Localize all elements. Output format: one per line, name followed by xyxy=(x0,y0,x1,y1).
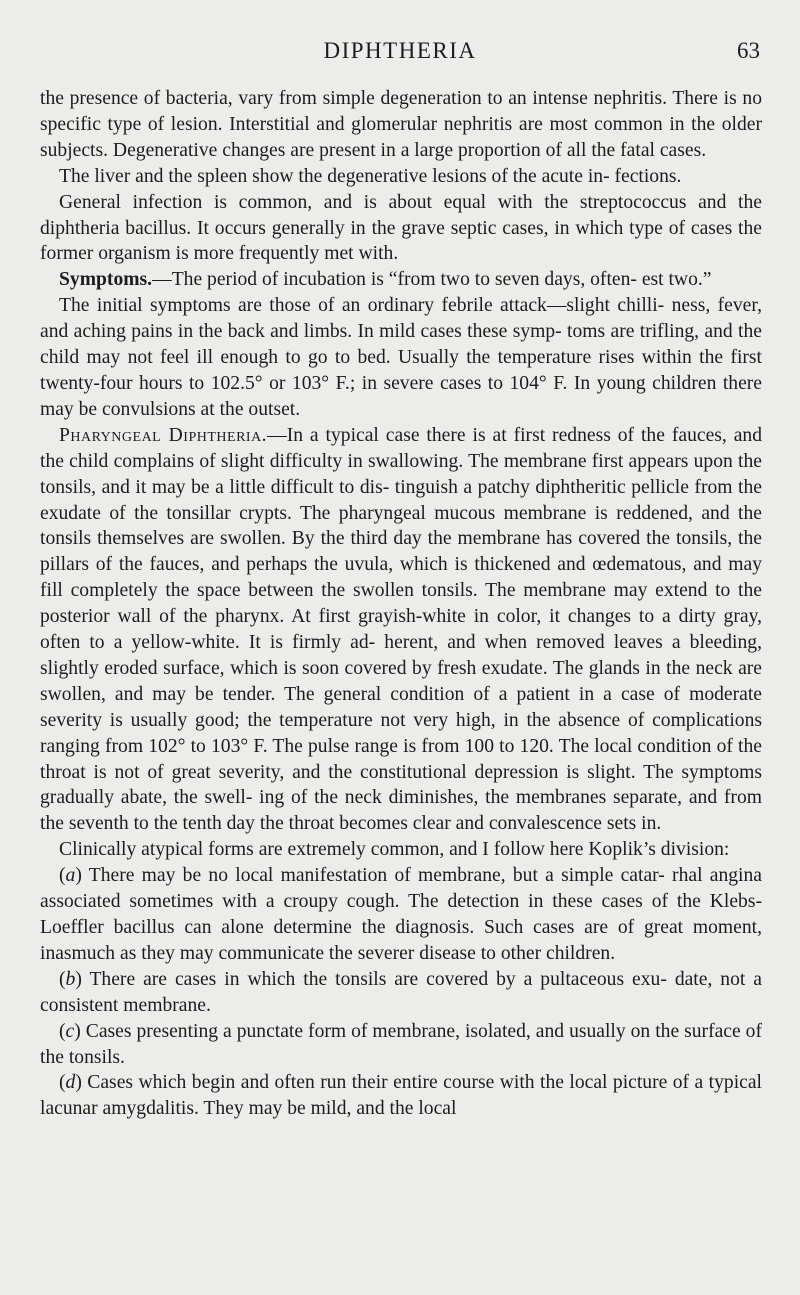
paragraph-text: —The period of incubation is “from two to seven days, often- est two.” xyxy=(152,269,712,291)
list-label: b xyxy=(65,968,76,990)
list-item: (d) Cases which begin and often run their entire course with the local picture of a typical lacunar amygdalitis. They may be mild, and the local xyxy=(40,1072,762,1120)
paragraph-text: —In a typical case there is at first redness of the fauces, and the child complains of slight difficulty in swallowing. The membrane first appears upon the tonsils, and it may be a little difficult to dis- tinguish a patchy diphtheritic pellicle from the exudate of the tonsillar crypts. The pharyngeal mucous membrane is reddened, and the tonsils themselves are swollen. By the third day the membrane has covered the tonsils, the pillars of the fauces, and perhaps the uvula, which is thickened and œdematous, and may fill completely the space between the swollen tonsils. The membrane may extend to the posterior wall of the pharynx. At first grayish-white in color, it changes to a dirty gray, often to a yellow-white. It is firmly ad- herent, and when removed leaves a bleeding, slightly eroded surface, which is soon covered by fresh exudate. The glands in the neck are swollen, and may be tender. The general condition of a patient in a case of moderate severity is usually good; the temperature not very high, in the absence of complications ranging from 102° to 103° F. The pulse range is from 100 to 120. The local condition of the throat is not of great severity, and the constitutional depression is slight. The symptoms gradually abate, the swell- ing of the neck diminishes, the membranes separate, and from the seventh to the tenth day the throat becomes clear and convalescence sets in. xyxy=(40,424,763,835)
paragraph-text: The initial symptoms are those of an ordinary febrile attack—slight chilli- ness, fever, and aching pains in the back and limbs. In mild cases these symp- toms are trifling, and the child may not feel ill enough to go to bed. Usually the temperature rises within the first twenty-four hours to 102.5° or 103° F.; in severe cases to 104° F. In young children there may be convulsions at the outset. xyxy=(40,295,762,420)
list-label: a xyxy=(65,865,76,887)
paragraph xyxy=(40,837,762,863)
paragraph xyxy=(40,293,762,423)
paragraph-text: Cases which begin and often run their entire course with the local picture of a typical lacunar amygdalitis. They may be mild, and the local xyxy=(40,1072,762,1120)
paragraph-text: There are cases in which the tonsils are covered by a pultaceous exu- date, not a consistent membrane. xyxy=(40,968,762,1016)
body-text xyxy=(40,86,762,1122)
paragraph xyxy=(40,86,762,164)
running-head xyxy=(0,38,800,68)
paragraph xyxy=(40,267,762,293)
paragraph-text: Clinically atypical forms are extremely common, and I follow here Koplik’s division: xyxy=(59,839,730,861)
paragraph xyxy=(40,423,762,838)
list-item: (c) Cases presenting a punctate form of membrane, isolated, and usually on the surface of the tonsils. xyxy=(40,1020,762,1068)
paragraph xyxy=(40,164,762,190)
list-item: (b) There are cases in which the tonsils are covered by a pultaceous exu- date, not a consistent membrane. xyxy=(40,968,762,1016)
page-number: 63 xyxy=(737,38,760,63)
paragraph-text: General infection is common, and is about equal with the streptococcus and the diphtheria bacillus. It occurs generally in the grave septic cases, in which type of cases the former organism is more frequently met with. xyxy=(40,191,762,265)
paragraph xyxy=(40,190,762,268)
list-item: (a) There may be no local manifestation of membrane, but a simple catar- rhal angina associated sometimes with a croupy cough. The detection in these cases of the Klebs-Loeffler bacillus can alone determine the diagnosis. Such cases are of great moment, inasmuch as they may communicate the severer disease to other children. xyxy=(40,865,762,964)
paragraph-text: Cases presenting a punctate form of membrane, isolated, and usually on the surface of the tonsils. xyxy=(40,1020,762,1068)
list-label: d xyxy=(65,1072,76,1094)
running-head-title: DIPHTHERIA xyxy=(323,38,477,63)
section-heading: Symptoms. xyxy=(59,269,153,291)
paragraph-text: There may be no local manifestation of membrane, but a simple catar- rhal angina associated sometimes with a croupy cough. The detection in these cases of the Klebs-Loeffler bacillus can alone determine the diagnosis. Such cases are of great moment, inasmuch as they may communicate the severer disease to other children. xyxy=(40,865,762,964)
section-heading: Pharyngeal Diphtheria. xyxy=(59,424,268,446)
paragraph-text: the presence of bacteria, vary from simple degeneration to an intense nephritis. There is no specific type of lesion. Interstitial and glomerular nephritis are most common in the older subjects. Degenerative changes are present in a large proportion of all the fatal cases. xyxy=(40,88,762,161)
paragraph-text: The liver and the spleen show the degenerative lesions of the acute in- fections. xyxy=(59,165,682,187)
list-label: c xyxy=(65,1020,75,1042)
